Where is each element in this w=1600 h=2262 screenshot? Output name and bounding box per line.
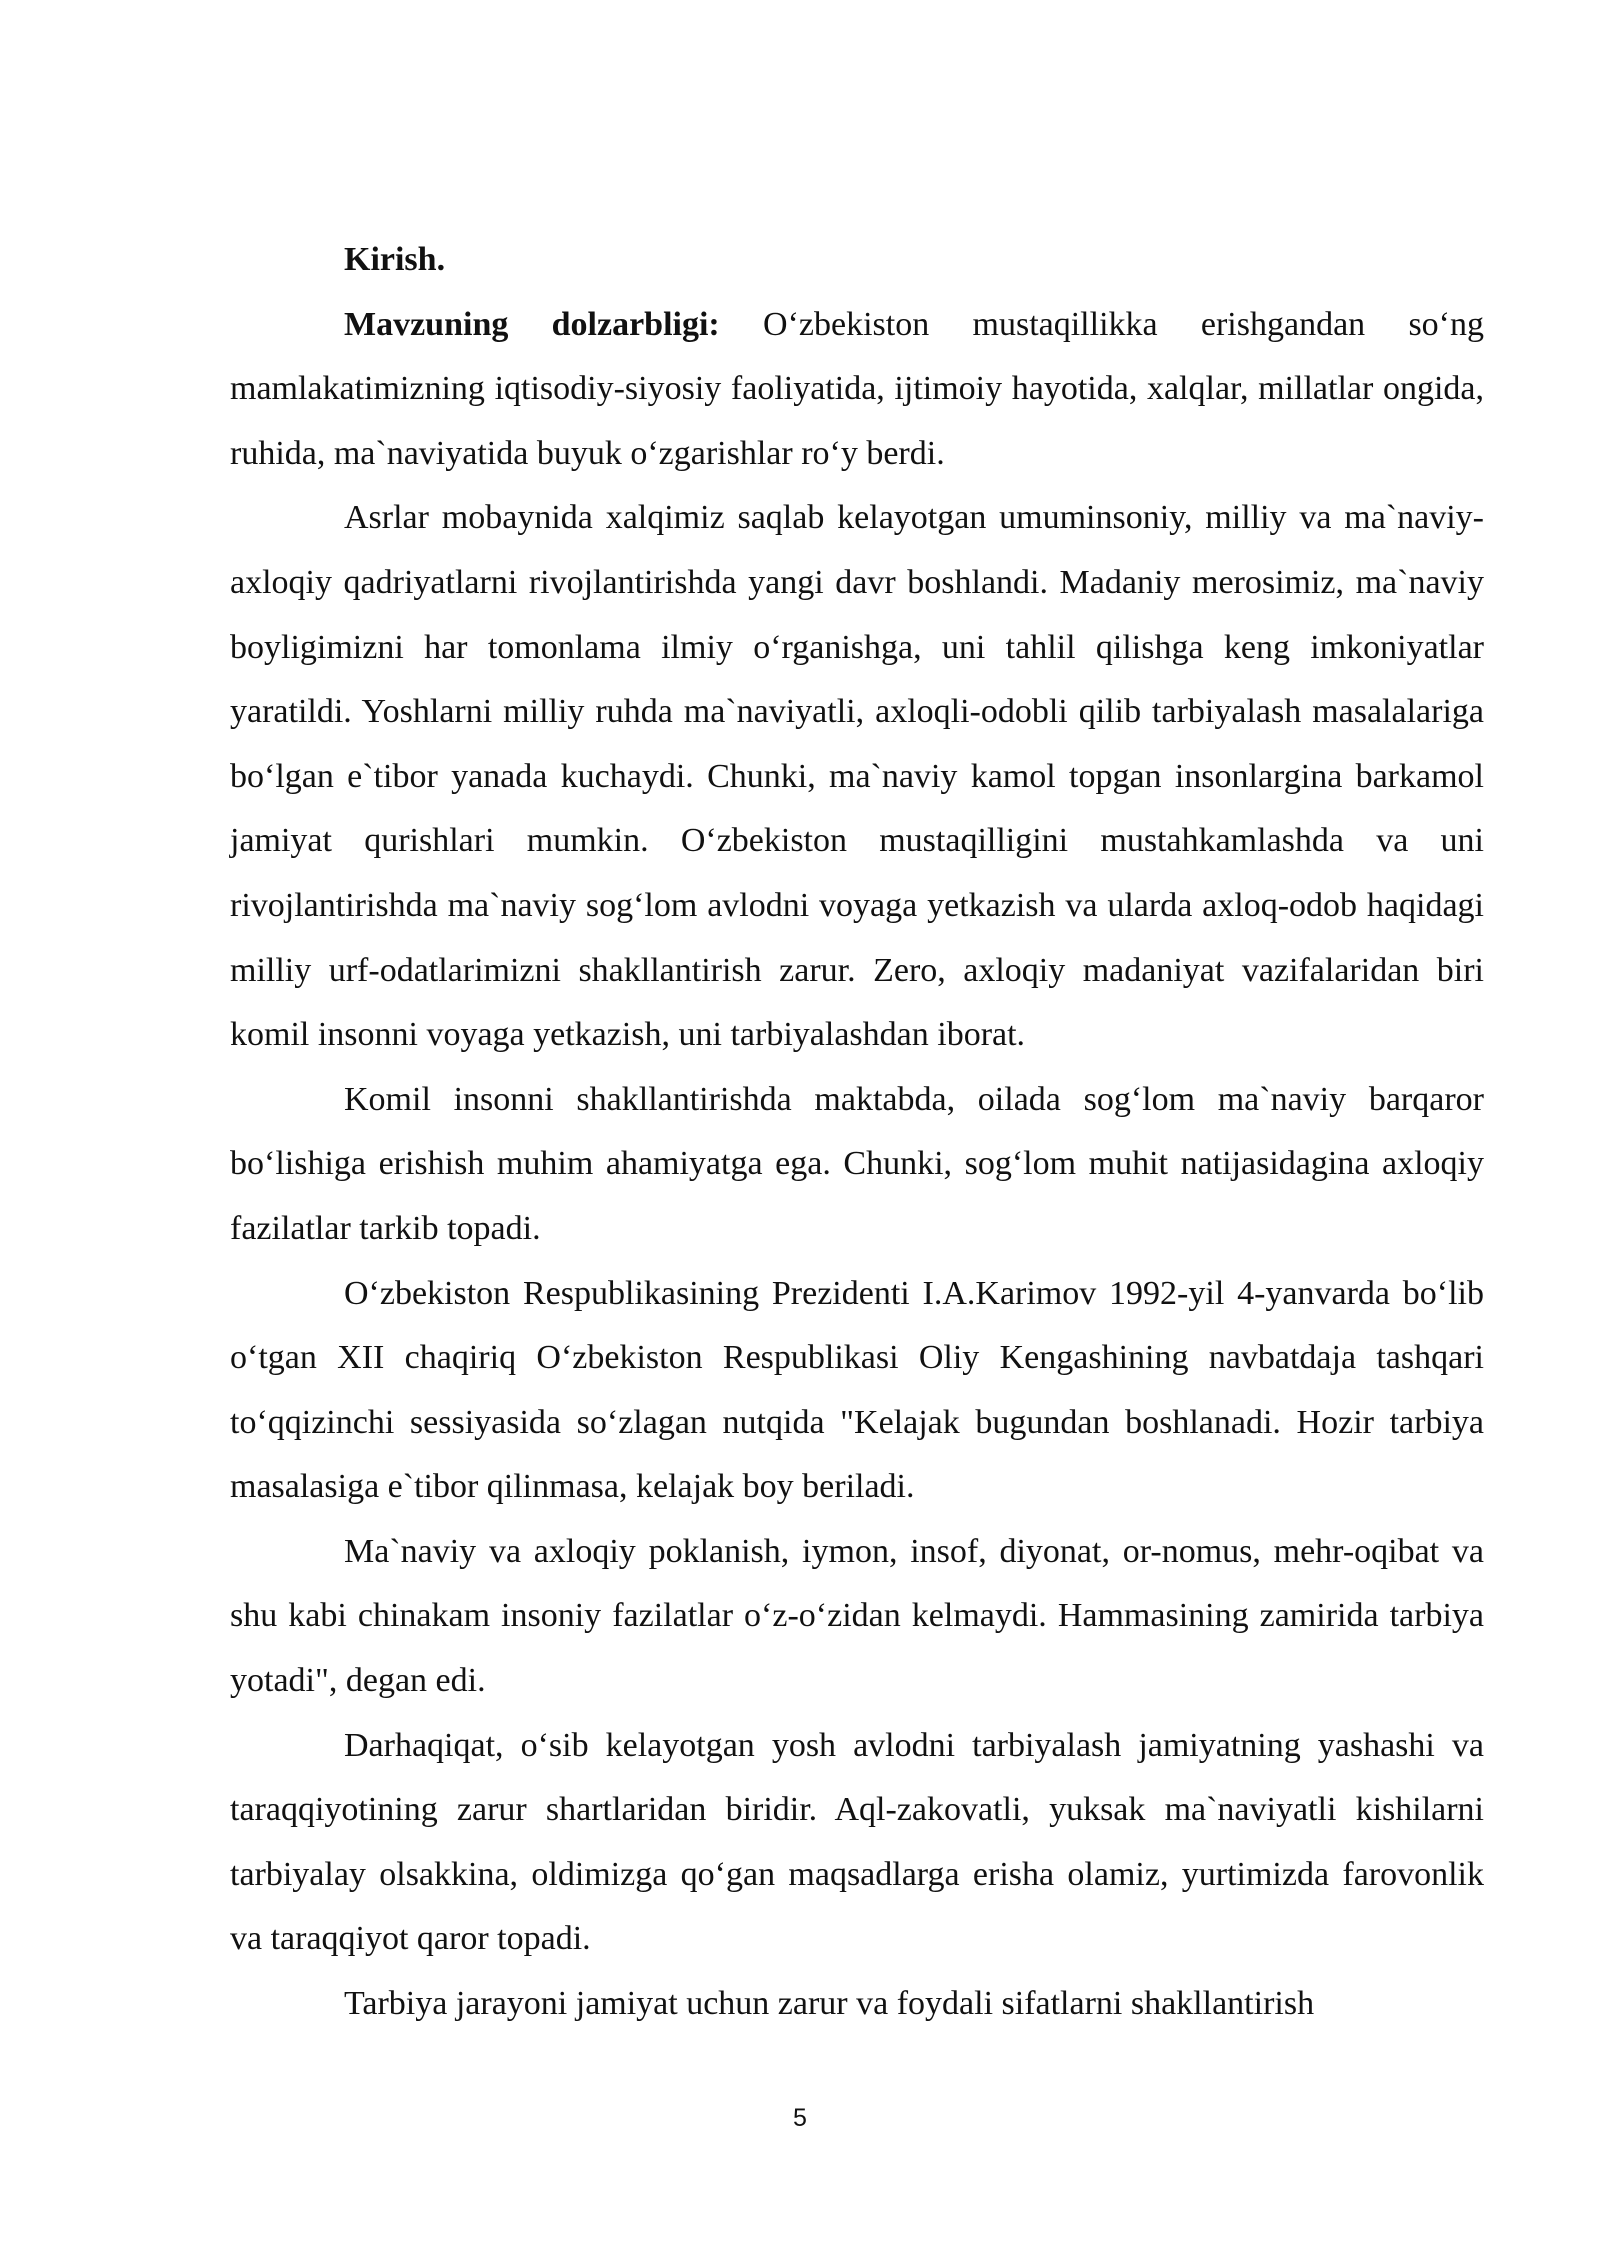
page-number: 5 [793,2104,807,2132]
paragraph-intro [230,293,1484,487]
paragraph: Tarbiya jarayoni jamiyat uchun zarur va foydali sifatlarni shakllantirish [344,1985,1315,2023]
paragraph-text: O‘zbekiston mustaqillikka erishgandan so‘ng mamlakatimizning iqtisodiy-siyosiy faoliyatida, ijtimoiy hayotida, xalqlar, millatlar ongida, ruhida, ma`naviyatida buyuk o‘zgarishlar ro‘y berdi. [230,305,1484,472]
paragraph: O‘zbekiston Respublikasining Prezidenti I.A.Karimov 1992-yil 4-yanvarda bo‘lib o‘tgan XII chaqiriq O‘zbekiston Respublikasi Oliy Kengashining navbatdaja tashqari to‘qqizinchi sessiyasida so‘zlagan nutqida "Kelajak bugundan boshlanadi. Hozir tarbiya masalasiga e`tibor qilinmasa, kelajak boy beriladi. [230,1274,1484,1506]
paragraph: Asrlar mobaynida xalqimiz saqlab kelayotgan umuminsoniy, milliy va ma`naviy-axloqiy qadriyatlarni rivojlantirishda yangi davr boshlandi. Madaniy merosimiz, ma`naviy boyligimizni har tomonlama ilmiy o‘rganishga, uni tahlil qilishga keng imkoniyatlar yaratildi. Yoshlarni milliy ruhda ma`naviyatli, axloqli-odobli qilib tarbiyalash masalalariga bo‘lgan e`tibor yanada kuchaydi. Chunki, ma`naviy kamol topgan insonlargina barkamol jamiyat qurishlari mumkin. O‘zbekiston mustaqilligini mustahkamlashda va uni rivojlantirishda ma`naviy sog‘lom avlodni voyaga yetkazish va ularda axloq-odob haqidagi milliy urf-odatlarimizni shakllantirish zarur. Zero, axloqiy madaniyat vazifalaridan biri komil insonni voyaga yetkazish, uni tarbiyalashdan iborat. [230,499,1484,1054]
paragraph: Komil insonni shakllantirishda maktabda, oilada sog‘lom ma`naviy barqaror bo‘lishiga erishish muhim ahamiyatga ega. Chunki, sog‘lom muhit natijasidagina axloqiy fazilatlar tarkib topadi. [230,1080,1484,1247]
document-body [230,228,1484,2037]
section-heading: Kirish. [344,241,446,278]
topic-label: Mavzuning dolzarbligi: [344,305,720,343]
paragraph: Ma`naviy va axloqiy poklanish, iymon, insof, diyonat, or-nomus, mehr-oqibat va shu kabi chinakam insoniy fazilatlar o‘z-o‘zidan kelmaydi. Hammasining zamirida tarbiya yotadi", degan edi. [230,1532,1484,1700]
paragraph: Darhaqiqat, o‘sib kelayotgan yosh avlodni tarbiyalash jamiyatning yashashi va taraqqiyotining zarur shartlaridan biridir. Aql-zakovatli, yuksak ma`naviyatli kishilarni tarbiyalay olsakkina, oldimizga qo‘gan maqsadlarga erisha olamiz, yurtimizda farovonlik va taraqqiyot qaror topadi. [230,1726,1484,1958]
